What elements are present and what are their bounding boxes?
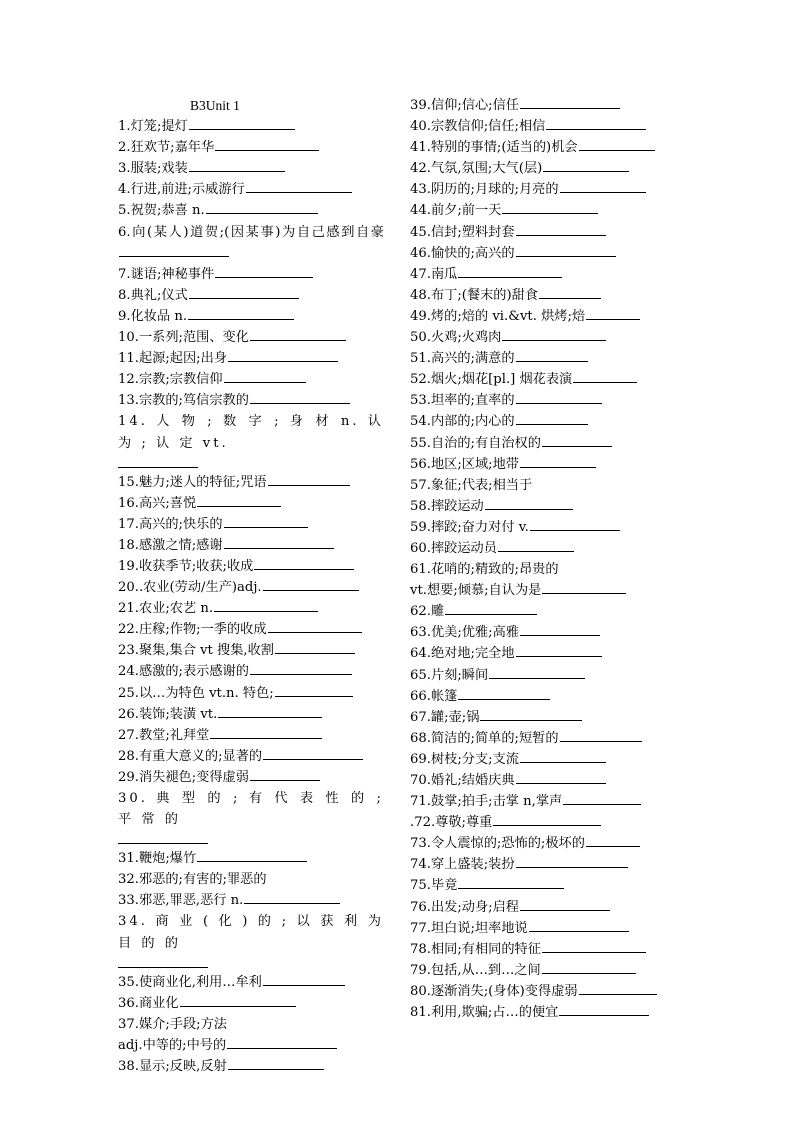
- vocab-prompt: 25.以…为特色 vt.n. 特色;: [118, 685, 274, 701]
- answer-blank[interactable]: [118, 830, 208, 844]
- vocab-prompt: 19.收获季节;收获;收成: [118, 558, 254, 574]
- vocab-item: [118, 577, 384, 598]
- left-vocab-list: [118, 116, 384, 1077]
- vocab-item: [118, 683, 384, 704]
- vocab-item: [410, 433, 676, 454]
- vocab-item: [118, 493, 384, 514]
- vocab-prompt: 28.有重大意义的;显著的: [118, 748, 263, 764]
- answer-blank[interactable]: [224, 535, 334, 549]
- vocab-item: [410, 770, 676, 791]
- vocab-prompt: 68.简洁的;简单的;短暂的: [410, 730, 559, 746]
- answer-blank[interactable]: [520, 749, 606, 763]
- vocab-prompt: 34. 商 业 ( 化 ) 的 ; 以 获 利 为 目 的 的: [118, 914, 384, 951]
- vocab-item: [410, 559, 676, 580]
- answer-blank[interactable]: [579, 137, 655, 151]
- answer-blank[interactable]: [493, 812, 601, 826]
- vocab-prompt: 44.前夕;前一天: [410, 203, 502, 219]
- vocab-item: [410, 411, 676, 432]
- vocab-item: [410, 538, 676, 559]
- vocab-prompt: 75.毕竟: [410, 878, 458, 894]
- answer-blank[interactable]: [215, 137, 319, 151]
- answer-blank[interactable]: [224, 369, 306, 383]
- vocab-item: [118, 369, 384, 390]
- vocab-prompt: 38.显示;反映,反射: [118, 1059, 227, 1075]
- vocab-prompt: 70.婚礼;结婚庆典: [410, 773, 515, 788]
- answer-blank[interactable]: [520, 897, 610, 911]
- vocab-prompt: 74.穿上盛装;装扮: [410, 857, 515, 873]
- answer-blank[interactable]: [275, 640, 355, 654]
- answer-blank[interactable]: [118, 954, 208, 968]
- vocab-item: [118, 285, 384, 306]
- vocab-item: [410, 897, 676, 918]
- vocab-item: [410, 665, 676, 686]
- vocab-prompt: 81.利用,欺骗;占…的便宜: [410, 1005, 559, 1021]
- vocab-item: [410, 137, 676, 158]
- vocab-prompt: adj.中等的;中号的: [118, 1037, 227, 1053]
- vocab-item: [410, 728, 676, 749]
- vocab-item: [410, 517, 676, 538]
- vocab-prompt: 71.鼓掌;拍手;击掌 n,掌声: [410, 794, 563, 810]
- answer-blank[interactable]: [586, 833, 640, 847]
- answer-blank[interactable]: [560, 179, 646, 193]
- vocab-prompt: 32.邪恶的;有害的;罪恶的: [118, 872, 267, 888]
- answer-blank[interactable]: [263, 746, 363, 760]
- vocab-prompt: 12.宗教;宗教信仰: [118, 372, 223, 388]
- vocab-item: [118, 1056, 384, 1077]
- answer-blank[interactable]: [197, 493, 281, 507]
- answer-blank[interactable]: [188, 306, 294, 320]
- answer-blank[interactable]: [244, 890, 340, 904]
- vocab-prompt: 2.狂欢节;嘉年华: [118, 140, 215, 156]
- answer-blank[interactable]: [516, 411, 588, 425]
- answer-blank[interactable]: [214, 598, 318, 612]
- vocab-prompt: 10.一系列;范围、变化: [118, 330, 249, 346]
- vocab-prompt: 40.宗教信仰;信任;相信: [410, 119, 546, 135]
- vocab-item: [410, 496, 676, 517]
- vocab-item: [118, 390, 384, 411]
- answer-blank[interactable]: [250, 767, 320, 781]
- vocab-prompt: 80.逐渐消失;(身体)变得虚弱: [410, 983, 578, 999]
- answer-blank[interactable]: [458, 686, 550, 700]
- vocab-item: [410, 454, 676, 475]
- vocab-prompt: .72.尊敬;尊重: [410, 815, 493, 831]
- answer-blank[interactable]: [502, 327, 606, 341]
- vocab-item: [118, 411, 384, 467]
- answer-blank[interactable]: [543, 158, 629, 172]
- vocab-prompt: 4.行进,前进;示威游行: [118, 182, 245, 198]
- vocab-item: [118, 158, 384, 179]
- vocab-prompt: 8.典礼;仪式: [118, 287, 188, 303]
- vocab-item: [410, 200, 676, 221]
- vocab-prompt: 47.南瓜: [410, 266, 458, 282]
- vocab-item: [118, 200, 384, 221]
- answer-blank[interactable]: [275, 683, 353, 697]
- vocab-prompt: 9.化妆品 n.: [118, 308, 188, 324]
- vocab-item: [118, 890, 384, 911]
- vocab-prompt: 13.宗教的;笃信宗教的: [118, 393, 249, 409]
- vocab-item: [410, 179, 676, 200]
- answer-blank[interactable]: [542, 580, 626, 594]
- answer-blank[interactable]: [246, 179, 352, 193]
- vocab-item: [118, 788, 384, 844]
- vocab-item: [118, 264, 384, 285]
- vocab-item: [410, 369, 676, 390]
- answer-blank[interactable]: [516, 348, 588, 362]
- vocab-prompt: 21.农业;农艺 n.: [118, 601, 214, 617]
- vocab-prompt: vt.想要;倾慕;自认为是: [410, 583, 542, 599]
- answer-blank[interactable]: [520, 454, 596, 468]
- vocab-prompt: 51.高兴的;满意的: [410, 351, 515, 367]
- answer-blank[interactable]: [227, 1035, 337, 1049]
- vocab-item: [118, 911, 384, 967]
- vocab-prompt: 64.绝对地;完全地: [410, 646, 515, 662]
- vocab-item: [118, 640, 384, 661]
- vocab-item: [118, 619, 384, 640]
- vocab-prompt: 65.片刻;瞬间: [410, 667, 489, 683]
- vocab-item: [118, 725, 384, 746]
- answer-blank[interactable]: [118, 454, 198, 468]
- vocab-prompt: 17.高兴的;快乐的: [118, 516, 223, 532]
- vocab-prompt: 73.令人震惊的;恐怖的;极坏的: [410, 836, 585, 852]
- vocab-prompt: 78.相同;有相同的特征: [410, 941, 541, 957]
- vocab-item: [410, 285, 676, 306]
- vocab-prompt: 76.出发;动身;启程: [410, 899, 519, 915]
- answer-blank[interactable]: [189, 116, 295, 130]
- vocab-item: [410, 918, 676, 939]
- vocab-prompt: 55.自治的;有自治权的: [410, 435, 541, 451]
- vocab-prompt: 50.火鸡;火鸡肉: [410, 330, 502, 346]
- answer-blank[interactable]: [520, 622, 600, 636]
- answer-blank[interactable]: [539, 285, 601, 299]
- vocab-item: [410, 158, 676, 179]
- answer-blank[interactable]: [586, 306, 640, 320]
- vocab-prompt: 42.气氛,氛围;大气(层): [410, 161, 543, 177]
- vocab-item: [410, 812, 676, 833]
- answer-blank[interactable]: [197, 848, 307, 862]
- right-vocab-list: [410, 95, 676, 1023]
- answer-blank[interactable]: [218, 704, 322, 718]
- answer-blank[interactable]: [445, 601, 537, 615]
- vocab-prompt: 36.商业化: [118, 995, 179, 1011]
- left-column: [118, 95, 384, 1077]
- vocab-prompt: 43.阴历的;月球的;月亮的: [410, 182, 559, 198]
- worksheet-title: B3Unit 1: [190, 98, 240, 113]
- vocab-item: [118, 993, 384, 1014]
- vocab-prompt: 53.坦率的;直率的: [410, 393, 515, 409]
- vocab-item: [118, 848, 384, 869]
- vocab-prompt: 62.雕: [410, 604, 445, 620]
- vocab-prompt: 52.烟火;烟花[pl.] 烟花表演: [410, 372, 573, 388]
- answer-blank[interactable]: [215, 264, 313, 278]
- answer-blank[interactable]: [268, 619, 362, 633]
- vocab-item: [410, 222, 676, 243]
- answer-blank[interactable]: [516, 770, 606, 784]
- vocab-item: [410, 686, 676, 707]
- answer-blank[interactable]: [228, 1056, 324, 1070]
- vocab-item: [118, 306, 384, 327]
- vocab-item: [410, 580, 676, 601]
- answer-blank[interactable]: [542, 960, 636, 974]
- vocab-prompt: 61.花哨的;精致的;昂贵的: [410, 562, 559, 578]
- vocab-item: [118, 661, 384, 682]
- vocab-item: [410, 707, 676, 728]
- answer-blank[interactable]: [206, 200, 318, 214]
- answer-blank[interactable]: [119, 243, 229, 257]
- vocab-item: [410, 791, 676, 812]
- vocab-prompt: 6.向(某人)道贺;(因某事)为自己感到自豪: [118, 224, 384, 240]
- vocab-prompt: 41.特别的事情;(适当的)机会: [410, 140, 578, 156]
- vocab-item: [118, 972, 384, 993]
- vocab-prompt: 35.使商业化,利用…牟利: [118, 974, 262, 990]
- vocab-item: [410, 306, 676, 327]
- vocab-prompt: 22.庄稼;作物;一季的收成: [118, 622, 267, 638]
- vocab-item: [118, 179, 384, 200]
- answer-blank[interactable]: [516, 854, 628, 868]
- vocab-prompt: 7.谜语;神秘事件: [118, 266, 215, 282]
- answer-blank[interactable]: [516, 390, 602, 404]
- vocab-item: [118, 116, 384, 137]
- vocab-prompt: 79.包括,从…到…之间: [410, 962, 541, 978]
- answer-blank[interactable]: [228, 348, 338, 362]
- vocab-prompt: 39.信仰;信心;信任: [410, 98, 519, 113]
- vocab-prompt: 77.坦白说;坦率地说: [410, 920, 528, 936]
- vocab-prompt: 14. 人 物 ; 数 字 ; 身 材 n. 认 为 ; 认 定 vt.: [118, 414, 384, 451]
- vocab-item: [118, 472, 384, 493]
- answer-blank[interactable]: [546, 116, 646, 130]
- vocab-prompt: 20..农业(劳动/生产)adj.: [118, 580, 262, 596]
- vocab-item: [410, 854, 676, 875]
- vocab-item: [118, 746, 384, 767]
- vocab-item: [118, 1014, 384, 1035]
- answer-blank[interactable]: [498, 538, 574, 552]
- answer-blank[interactable]: [520, 95, 620, 109]
- vocab-item: [118, 348, 384, 369]
- vocab-item: [410, 243, 676, 264]
- vocab-item: [118, 598, 384, 619]
- vocab-item: [118, 514, 384, 535]
- vocab-prompt: 27.教堂;礼拜堂: [118, 727, 210, 743]
- answer-blank[interactable]: [189, 158, 285, 172]
- answer-blank[interactable]: [189, 285, 299, 299]
- answer-blank[interactable]: [542, 433, 612, 447]
- vocab-item: [118, 327, 384, 348]
- answer-blank[interactable]: [502, 200, 598, 214]
- vocab-prompt: 59.摔跤;奋力对付 v.: [410, 519, 529, 535]
- vocab-item: [410, 749, 676, 770]
- vocab-prompt: 29.消失褪色;变得虚弱: [118, 769, 249, 785]
- answer-blank[interactable]: [573, 369, 637, 383]
- answer-blank[interactable]: [480, 707, 582, 721]
- answer-blank[interactable]: [250, 327, 346, 341]
- vocab-prompt: 5.祝贺;恭喜 n.: [118, 203, 205, 219]
- answer-blank[interactable]: [254, 556, 354, 570]
- vocab-item: [410, 960, 676, 981]
- vocab-prompt: 45.信封;塑料封套: [410, 224, 515, 240]
- vocab-prompt: 49.烤的;焙的 vi.&vt. 烘烤;焙: [410, 308, 586, 324]
- vocab-prompt: 1.灯笼;提灯: [118, 119, 188, 135]
- vocab-prompt: 18.感激之情;感谢: [118, 537, 223, 553]
- vocab-prompt: 33.邪恶,罪恶,恶行 n.: [118, 893, 244, 909]
- vocab-item: [118, 137, 384, 158]
- answer-blank[interactable]: [458, 264, 562, 278]
- vocab-item: [410, 981, 676, 1002]
- vocab-prompt: 30. 典 型 的 ; 有 代 表 性 的 ; 平 常 的: [118, 791, 384, 828]
- answer-blank[interactable]: [516, 222, 606, 236]
- vocab-prompt: 3.服装;戏装: [118, 161, 188, 177]
- answer-blank[interactable]: [579, 981, 657, 995]
- vocab-item: [410, 875, 676, 896]
- vocab-prompt: 16.高兴;喜悦: [118, 495, 197, 511]
- vocab-item: [118, 535, 384, 556]
- answer-blank[interactable]: [263, 577, 359, 591]
- answer-blank[interactable]: [516, 243, 616, 257]
- vocab-prompt: 57.象征;代表;相当于: [410, 477, 533, 493]
- answer-blank[interactable]: [542, 939, 646, 953]
- vocab-prompt: 60.摔跤运动员: [410, 540, 497, 556]
- vocab-prompt: 54.内部的;内心的: [410, 414, 515, 430]
- answer-blank[interactable]: [224, 514, 308, 528]
- right-column: [410, 95, 676, 1023]
- vocab-prompt: 67.罐;壶;锅: [410, 709, 480, 725]
- vocab-item: [118, 556, 384, 577]
- vocab-item: [410, 264, 676, 285]
- answer-blank[interactable]: [530, 517, 620, 531]
- vocab-prompt: 26.装饰;装潢 vt.: [118, 706, 218, 722]
- vocab-item: [410, 601, 676, 622]
- vocab-prompt: 63.优美;优雅;高雅: [410, 625, 519, 641]
- vocab-prompt: 58.摔跤运动: [410, 498, 484, 514]
- vocab-prompt: 11.起源;起因;出身: [118, 351, 227, 367]
- vocab-prompt: 46.愉快的;高兴的: [410, 245, 515, 261]
- vocab-prompt: 24.感激的;表示感谢的: [118, 664, 249, 680]
- answer-blank[interactable]: [560, 728, 642, 742]
- answer-blank[interactable]: [263, 972, 345, 986]
- vocab-item: [410, 833, 676, 854]
- vocab-item: [118, 1035, 384, 1056]
- answer-blank[interactable]: [180, 993, 296, 1007]
- answer-blank[interactable]: [268, 472, 350, 486]
- answer-blank[interactable]: [210, 725, 322, 739]
- answer-blank[interactable]: [485, 496, 573, 510]
- answer-blank[interactable]: [458, 875, 564, 889]
- vocab-prompt: 23.聚集,集合 vt 搜集,收割: [118, 643, 274, 659]
- vocab-item: [118, 869, 384, 890]
- vocab-item: [118, 704, 384, 725]
- vocab-item: [410, 475, 676, 496]
- vocab-item: [410, 390, 676, 411]
- vocab-prompt: 69.树枝;分支;支流: [410, 751, 519, 767]
- answer-blank[interactable]: [516, 643, 602, 657]
- answer-blank[interactable]: [250, 661, 352, 675]
- answer-blank[interactable]: [250, 390, 350, 404]
- answer-blank[interactable]: [559, 1002, 649, 1016]
- vocab-item: [410, 622, 676, 643]
- vocab-prompt: 56.地区;区域;地带: [410, 456, 519, 472]
- answer-blank[interactable]: [489, 665, 585, 679]
- vocab-item: [410, 95, 676, 116]
- answer-blank[interactable]: [529, 918, 629, 932]
- vocab-item: [118, 767, 384, 788]
- vocab-item: [410, 348, 676, 369]
- vocab-prompt: 15.魅力;迷人的特征;咒语: [118, 474, 267, 490]
- vocab-item: [410, 327, 676, 348]
- answer-blank[interactable]: [563, 791, 641, 805]
- vocab-prompt: 31.鞭炮;爆竹: [118, 851, 197, 867]
- vocab-item: [410, 939, 676, 960]
- vocab-prompt: 66.帐篷: [410, 688, 458, 704]
- vocab-prompt: 48.布丁;(餐末的)甜食: [410, 287, 539, 303]
- vocab-item: [410, 1002, 676, 1023]
- vocab-item: [410, 116, 676, 137]
- vocab-item: [118, 222, 384, 264]
- vocab-item: [410, 643, 676, 664]
- vocab-prompt: 37.媒介;手段;方法: [118, 1016, 227, 1032]
